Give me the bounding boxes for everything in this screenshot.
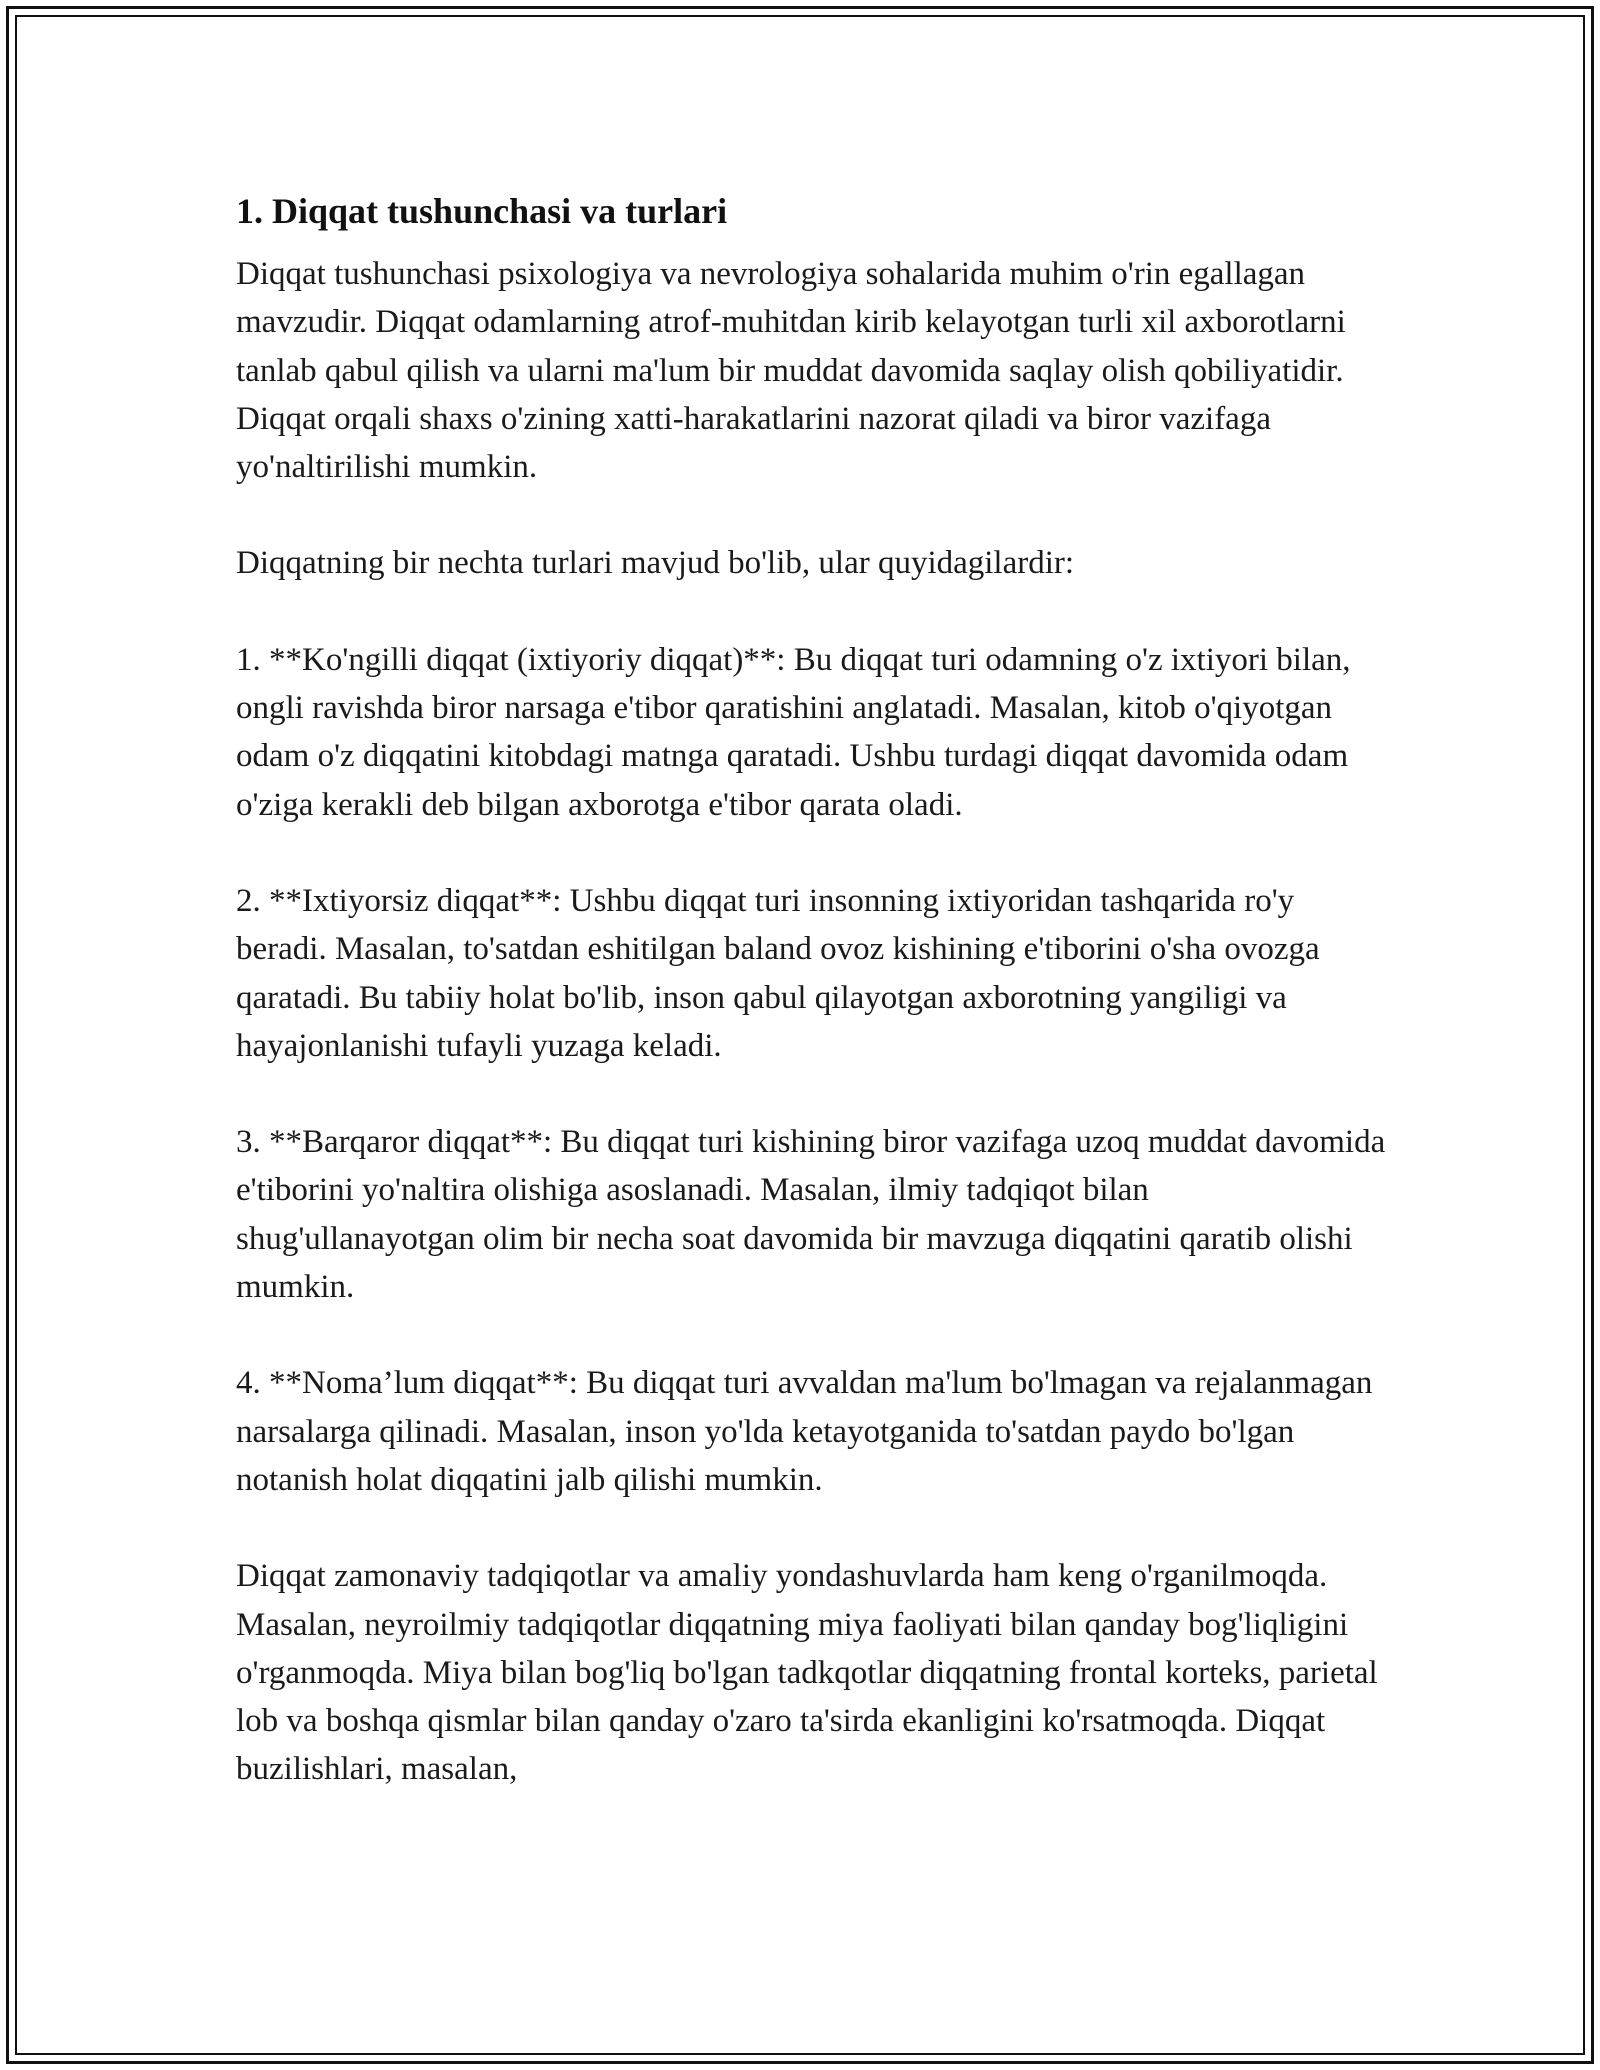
document-body bbox=[236, 186, 1386, 1842]
intro-paragraph: Diqqat tushunchasi psixologiya va nevrologiya sohalarida muhim o'rin egallagan mavzudir. Diqqat odamlarning atrof-muhitdan kirib kelayotgan turli xil axborotlarni tanlab qabul qilish va ularni ma'lum bir muddat davomida saqlay olish qobiliyatidir. Diqqat orqali shaxs o'zining xatti-harakatlarini nazorat qiladi va biror vazifaga yo'naltirilishi mumkin. bbox=[236, 256, 1346, 486]
section-heading: 1. Diqqat tushunchasi va turlari bbox=[236, 191, 728, 231]
list-item-sustained-attention: 3. **Barqaror diqqat**: Bu diqqat turi kishining biror vazifaga uzoq muddat davomida e'tiborini yo'naltira olishiga asoslanadi. Masalan, ilmiy tadqiqot bilan shug'ullanayotgan olim bir necha soat davomida bir mavzuga diqqatini qaratib olishi mumkin. bbox=[236, 1124, 1386, 1306]
list-item-voluntary-attention: 1. **Ko'ngilli diqqat (ixtiyoriy diqqat)**: Bu diqqat turi odamning o'z ixtiyori bilan, ongli ravishda biror narsaga e'tibor qaratishini anglatadi. Masalan, kitob o'qiyotgan odam o'z diqqatini kitobdagi matnga qaratadi. Ushbu turdagi diqqat davomida odam o'ziga kerakli deb bilgan axborotga e'tibor qarata oladi. bbox=[236, 641, 1351, 823]
types-intro-paragraph: Diqqatning bir nechta turlari mavjud bo'lib, ular quyidagilardir: bbox=[236, 545, 1075, 582]
research-paragraph: Diqqat zamonaviy tadqiqotlar va amaliy yondashuvlarda ham keng o'rganilmoqda. Masalan, neyroilmiy tadqiqotlar diqqatning miya faoliyati bilan qanday bog'liqligini o'rganmoqda. Miya bilan bog'liq bo'lgan tadkqotlar diqqatning frontal korteks, parietal lob va boshqa qismlar bilan qanday o'zaro ta'sirda ekanligini ko'rsatmoqda. Diqqat buzilishlari, masalan, bbox=[236, 1558, 1378, 1788]
list-item-unknown-attention: 4. **Noma’lum diqqat**: Bu diqqat turi avvaldan ma'lum bo'lmagan va rejalanmagan narsalarga qilinadi. Masalan, inson yo'lda ketayotganida to'satdan paydo bo'lgan notanish holat diqqatini jalb qilishi mumkin. bbox=[236, 1365, 1373, 1498]
list-item-involuntary-attention: 2. **Ixtiyorsiz diqqat**: Ushbu diqqat turi insonning ixtiyoridan tashqarida ro'y beradi. Masalan, to'satdan eshitilgan baland ovoz kishining e'tiborini o'sha ovozga qaratadi. Bu tabiiy holat bo'lib, inson qabul qilayotgan axborotning yangiligi va hayajonlanishi tufayli yuzaga keladi. bbox=[236, 882, 1320, 1064]
